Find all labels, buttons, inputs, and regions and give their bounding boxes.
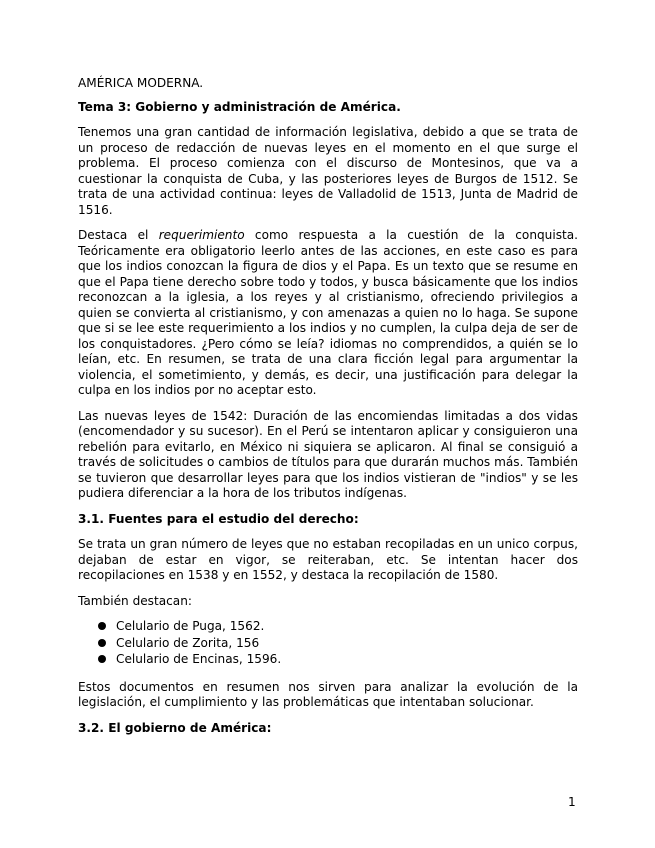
bullet-icon: [98, 655, 106, 663]
paragraph-new-laws: Las nuevas leyes de 1542: Duración de las encomiendas limitadas a dos vidas (encomendador y su sucesor). En el Perú se intentaron aplicar y consiguieron una rebelión para evitarlo, en México ni siquiera se aplicaron. Al final se consiguió a través de solicitudes o cambios de títulos para que durarán muchos más. También se tuvieron que desarrollar leyes para que los indios vistieran de "indios" y se les pudiera diferenciar a la hora de los tributos indígenas.: [78, 408, 578, 500]
document-page: [78, 76, 578, 746]
sources-intro: También destacan:: [78, 593, 192, 608]
list-item: [98, 619, 578, 635]
paragraph-requerimiento-rest: como respuesta a la cuestión de la conquista. Teóricamente era obligatorio leerlo antes de las acciones, en este caso es para que los indios conozcan la figura de dios y el Papa. Es un texto que se resume en que el Papa tiene derecho sobre todo y todos, y busca básicamente que los indios reconozcan a la iglesia, a los reyes y al cristianismo, ofreciendo privilegios a quien se convierta al cristianismo, y con amenazas a quien no lo haga. Se supone que si se lee este requerimiento a los indios y no cumplen, la culpa deja de ser de los conquistadores. ¿Pero cómo se leía? idiomas no comprendidos, a quién se lo leían, etc. En resumen, se trata de una clara ficción legal para argumentar la violencia, el sometimiento, y demás, es decir, una justificación para delegar la culpa en los indios por no aceptar esto.: [78, 228, 578, 397]
paragraph-requerimiento-start: Destaca el: [78, 228, 159, 242]
paragraph-legislation: Tenemos una gran cantidad de información legislativa, debido a que se trata de un proceso de redacción de nuevas leyes en el momento en el que surge el problema. El proceso comienza con el discurso de Montesinos, que va a cuestionar la conquista de Cuba, y las posteriores leyes de Burgos de 1512. Se trata de una actividad continua: leyes de Valladolid de 1513, Junta de Madrid de 1516.: [78, 125, 578, 217]
paragraph-requerimiento: [78, 228, 578, 399]
section-heading-fuentes: 3.1. Fuentes para el estudio del derecho:: [78, 511, 359, 526]
requerimiento-term: requerimiento: [158, 228, 245, 242]
topic-title: Tema 3: Gobierno y administración de América.: [78, 99, 401, 114]
list-item: [98, 652, 578, 668]
sources-list: [78, 619, 578, 668]
section-heading-gobierno: 3.2. El gobierno de América:: [78, 720, 272, 735]
source-item-label: Celulario de Zorita, 156: [116, 635, 260, 650]
page-number: 1: [568, 795, 576, 809]
source-item-label: Celulario de Encinas, 1596.: [116, 652, 282, 666]
source-item-label: Celulario de Puga, 1562.: [116, 619, 265, 633]
course-title: AMÉRICA MODERNA.: [78, 76, 204, 90]
paragraph-fuentes: Se trata un gran número de leyes que no estaban recopiladas en un unico corpus, dejaban de estar en vigor, se reiteraban, etc. Se intentan hacer dos recopilaciones en 1538 y en 1552, y destaca la recopilación de 1580.: [78, 537, 578, 582]
bullet-icon: [98, 622, 106, 630]
bullet-icon: [98, 639, 106, 647]
paragraph-closing: Estos documentos en resumen nos sirven para analizar la evolución de la legislación, el cumplimiento y las problemáticas que intentaban solucionar.: [78, 679, 578, 709]
list-item: [98, 636, 578, 652]
